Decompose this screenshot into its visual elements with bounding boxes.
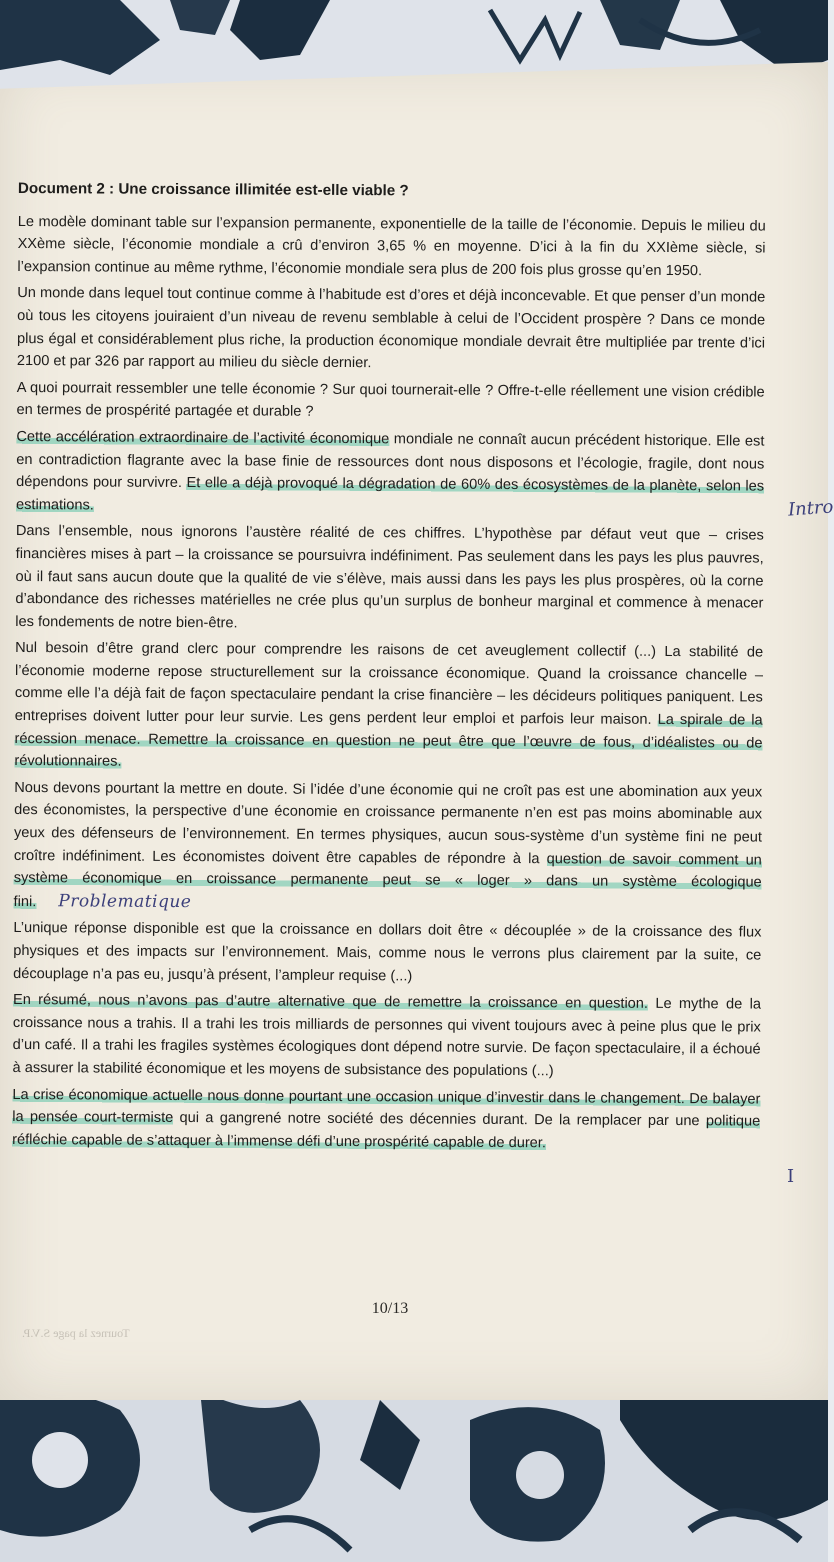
fabric-background-bottom [0,1380,828,1562]
handwritten-annotation: Problematique [58,891,192,912]
paragraphs-container [12,211,766,1156]
paragraph [17,282,766,377]
text-segment: Dans l’ensemble, nous ignorons l’austère réalité de ces chiffres. L’hypothèse par défaut veut que – crises financières mises à part – la croissance se poursuivra indéfiniment. Pas seulement dans les pays les plus pauvres, où il faut sans aucun doute que la qualité de vie s’élève, mais aussi dans les pays les plus prospères, où la corne d’abondance des richesses matérielles ne crée plus qu’un surplus de bonheur marginal et commence à menacer les fondements de notre bien-être. [15,523,764,632]
highlighted-text: En résumé, nous n’avons pas d’autre alternative que de remettre la croissance en question. [12,992,649,1013]
text-segment: mondiale ne connaît aucun précédent historique. Elle est en contradiction flagrante avec la base finie de ressources dont nous disposons et l’écologie, fragile, dont nous dépendons pour survivre. [16,431,765,492]
paragraph [17,377,765,427]
highlighted-text: La spirale de la récession menace. Remettre la croissance en question ne peut être que l’œuvre de fous, d’idéalistes ou de révolutionnaires. [14,711,763,770]
paragraph [14,637,763,777]
page-number: 10/13 [371,1300,409,1317]
text-segment: Un monde dans lequel tout continue comme à l’habitude est d’ores et déjà inconcevable. Et que penser d’un monde où tous les citoyens jouiraient d’un niveau de revenu semblable à celui de l’Occident prospère ? Dans ce monde plus égal et considérablement plus riche, la production économique mondiale devrait être multipliée par trente d’ici 2100 et par 326 par rapport au milieu du siècle dernier. [16,285,766,372]
show-through-text: Tournez la page S.V.P. [22,1326,130,1340]
text-segment: qui a gangrené notre société des décennies durant. De la remplacer par une [173,1110,706,1130]
highlighted-text: La crise économique actuelle nous donne pourtant une occasion unique d’investir dans le changement. De balayer la pensée court-termiste [12,1086,761,1127]
handwritten-margin-mark: I [787,1166,795,1187]
text-segment: Le modèle dominant table sur l’expansion permanente, exponentielle de la taille de l’économie. Depuis le milieu du XXème siècle, l’économie mondiale a crû d’environ 3,65 % en moyenne. D’ici à la fin du XXIème siècle, si l’expansion continue au même rythme, l’économie mondiale sera plus de 200 fois plus grosse qu’en 1950. [17,213,766,279]
paragraph [13,917,761,989]
highlighted-text: Cette accélération extraordinaire de l’activité économique [16,428,390,448]
paragraph [14,777,763,918]
document-title: Document 2 : Une croissance illimitée est-elle viable ? [17,179,409,200]
paragraph [12,1084,760,1156]
highlighted-text: politique réfléchie capable de s’attaquer à l’immense défi d’une prospérité capable de durer. [12,1113,761,1151]
text-segment: A quoi pourrait ressembler une telle économie ? Sur quoi tournerait-elle ? Offre-t-elle réellement une vision crédible en termes de prospérité partagée et durable ? [16,379,765,421]
paragraph [17,211,765,283]
document-body [12,178,766,1160]
paragraph [15,520,764,638]
text-segment: L’unique réponse disponible est que la croissance en dollars doit être « découplée » de la croissance des flux physiques et des impacts sur l’environnement. Mais, comme nous le verrons plus clairement par la suite, ce découplage n’a pas eu, jusqu’à présent, l’ampleur requise (...) [13,920,762,985]
paragraph [16,426,765,521]
handwritten-margin-note: Intro [787,496,834,521]
text-segment: Nul besoin d’être grand clerc pour comprendre les raisons de cet aveuglement collectif (...) La stabilité de l’économie moderne repose structurellement sur la croissance économique. Quand la croissance chancelle – comme elle l’a déjà fait de façon spectaculaire pendant la crise financière – les décideurs politiques paniquent. Les entreprises doivent lutter pour leur survie. Les gens perdent leur emploi et parfois leur maison. [14,640,764,728]
paragraph [12,989,761,1084]
text-segment: Nous devons pourtant la mettre en doute. Si l’idée d’une économie qui ne croît pas est une abomination aux yeux des économistes, la perspective d’une économie en croissance permanente n’en est pas moins abominable aux yeux des défenseurs de l’environnement. En termes physiques, aucun sous-système d’un système fini ne peut croître indéfiniment. Les économistes doivent être capables de répondre à la [13,779,763,867]
highlighted-text: question de savoir comment un système économique en croissance permanente peut se « loger » dans un système écologique fini. [13,850,762,910]
highlighted-text: Et elle a déjà provoqué la dégradation de 60% des écosystèmes de la planète, selon les estimations. [15,475,765,514]
text-segment: Le mythe de la croissance nous a trahis. Il a trahi les trois milliards de personnes qui vivent toujours avec à peine plus que le prix d’un café. Il a trahi les fragiles systèmes écologiques dont dépend notre survie. De façon spectaculaire, il a échoué à assurer la stabilité économique et les moyens de subsistance des populations (...) [12,996,762,1080]
